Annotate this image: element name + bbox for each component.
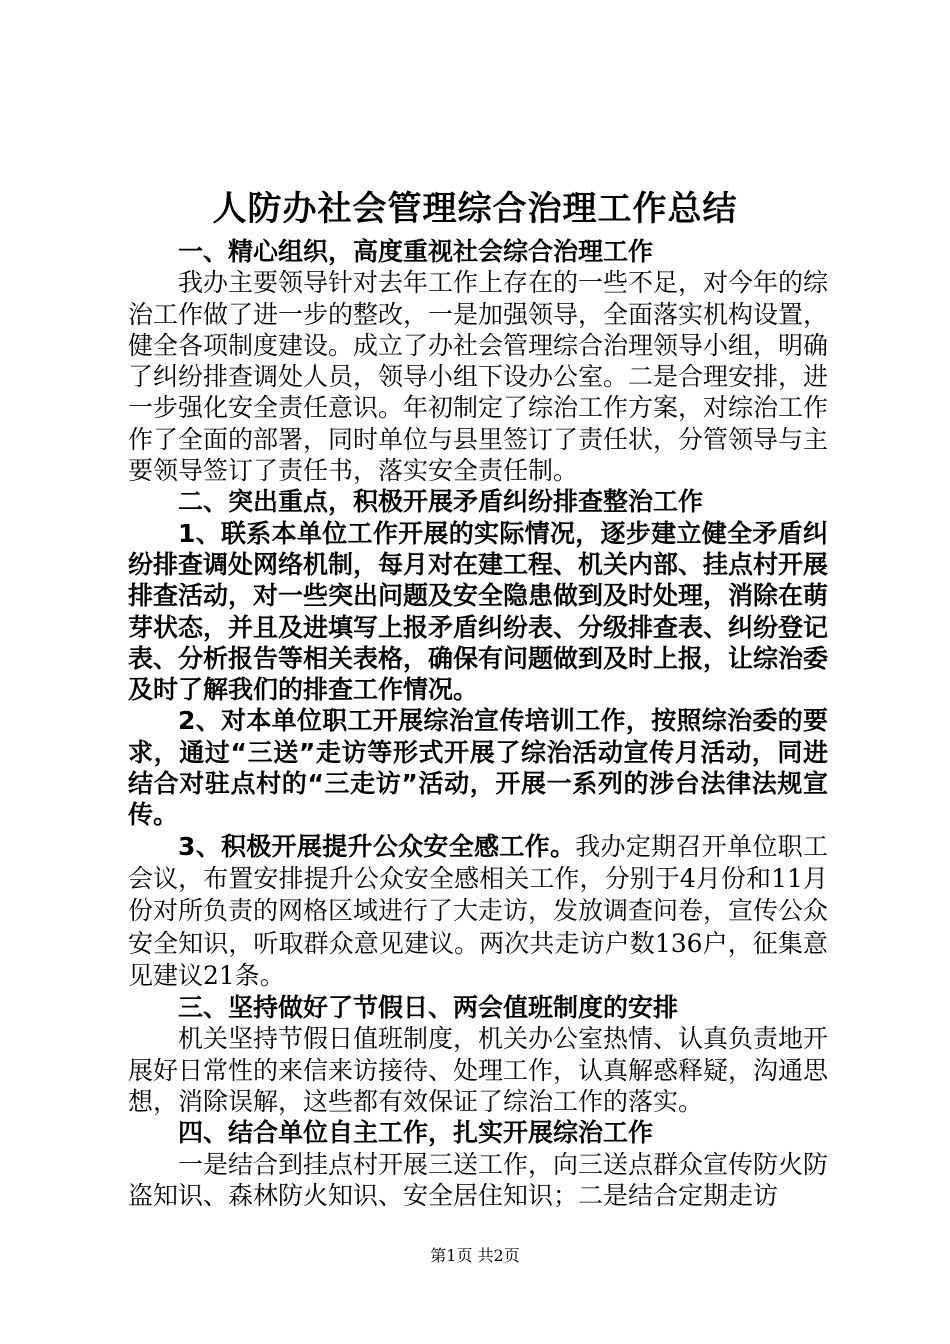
section-heading-3: 三、坚持做好了节假日、两会值班制度的安排 xyxy=(178,993,679,1023)
section-heading-4: 四、结合单位自主工作，扎实开展综治工作 xyxy=(178,1118,654,1148)
section-heading-2: 二、突出重点，积极开展矛盾纠纷排查整治工作 xyxy=(178,487,704,517)
paragraph-1: 我办主要领导针对去年工作上存在的一些不足，对今年的综治工作做了进一步的整改，一是加强领导，全面落实机构设置，健全各项制度建设。成立了办社会管理综合治理领导小组，明确了纠纷排查调处人员，领导小组下设办公室。二是合理安排，进一步强化安全责任意识。年初制定了综治工作方案，对综治工作作了全面的部署，同时单位与县里签订了责任状，分管领导与主要领导签订了责任书，落实安全责任制。 xyxy=(128,268,829,486)
paragraph-4: 一是结合到挂点村开展三送工作，向三送点群众宣传防火防盗知识、森林防火知识、安全居住知识；二是结合定期走访 xyxy=(128,1149,829,1210)
document-title: 人防办社会管理综合治理工作总结 xyxy=(212,189,738,229)
paragraph-2-item-2: 2、对本单位职工开展综治宣传培训工作，按照综治委的要求，通过“三送”走访等形式开展了综治活动宣传月活动，同进结合对驻点村的“三走访”活动，开展一系列的涉台法律法规宣传。 xyxy=(128,706,828,830)
paragraph-2-item-3-lead: 3、积极开展提升公众安全感工作。 xyxy=(178,831,576,861)
paragraph-2-item-3 xyxy=(128,831,828,992)
page-footer: 第1页 共2页 xyxy=(430,1246,520,1265)
section-heading-1: 一、精心组织，高度重视社会综合治理工作 xyxy=(178,237,654,266)
paragraph-3: 机关坚持节假日值班制度，机关办公室热情、认真负责地开展好日常性的来信来访接待、处理工作，认真解惑释疑，沟通思想，消除误解，这些都有效保证了综治工作的落实。 xyxy=(128,1024,829,1117)
paragraph-2-item-1: 1、联系本单位工作开展的实际情况，逐步建立健全矛盾纠纷排查调处网络机制，每月对在建工程、机关内部、挂点村开展排查活动，对一些突出问题及安全隐患做到及时处理，消除在萌芽状态，并且及进填写上报矛盾纠纷表、分级排查表、纠纷登记表、分析报告等相关表格，确保有问题做到及时上报，让综治委及时了解我们的排查工作情况。 xyxy=(128,518,829,705)
document-body xyxy=(128,236,828,1211)
paragraph-2-item-3-text: 我办定期召开单位职工会议，布置安排提升公众安全感相关工作，分别于4月份和11月份对所负责的网格区域进行了大走访，发放调查问卷，宣传公众安全知识，听取群众意见建议。两次共走访户数136户，征集意见建议21条。 xyxy=(128,831,829,990)
